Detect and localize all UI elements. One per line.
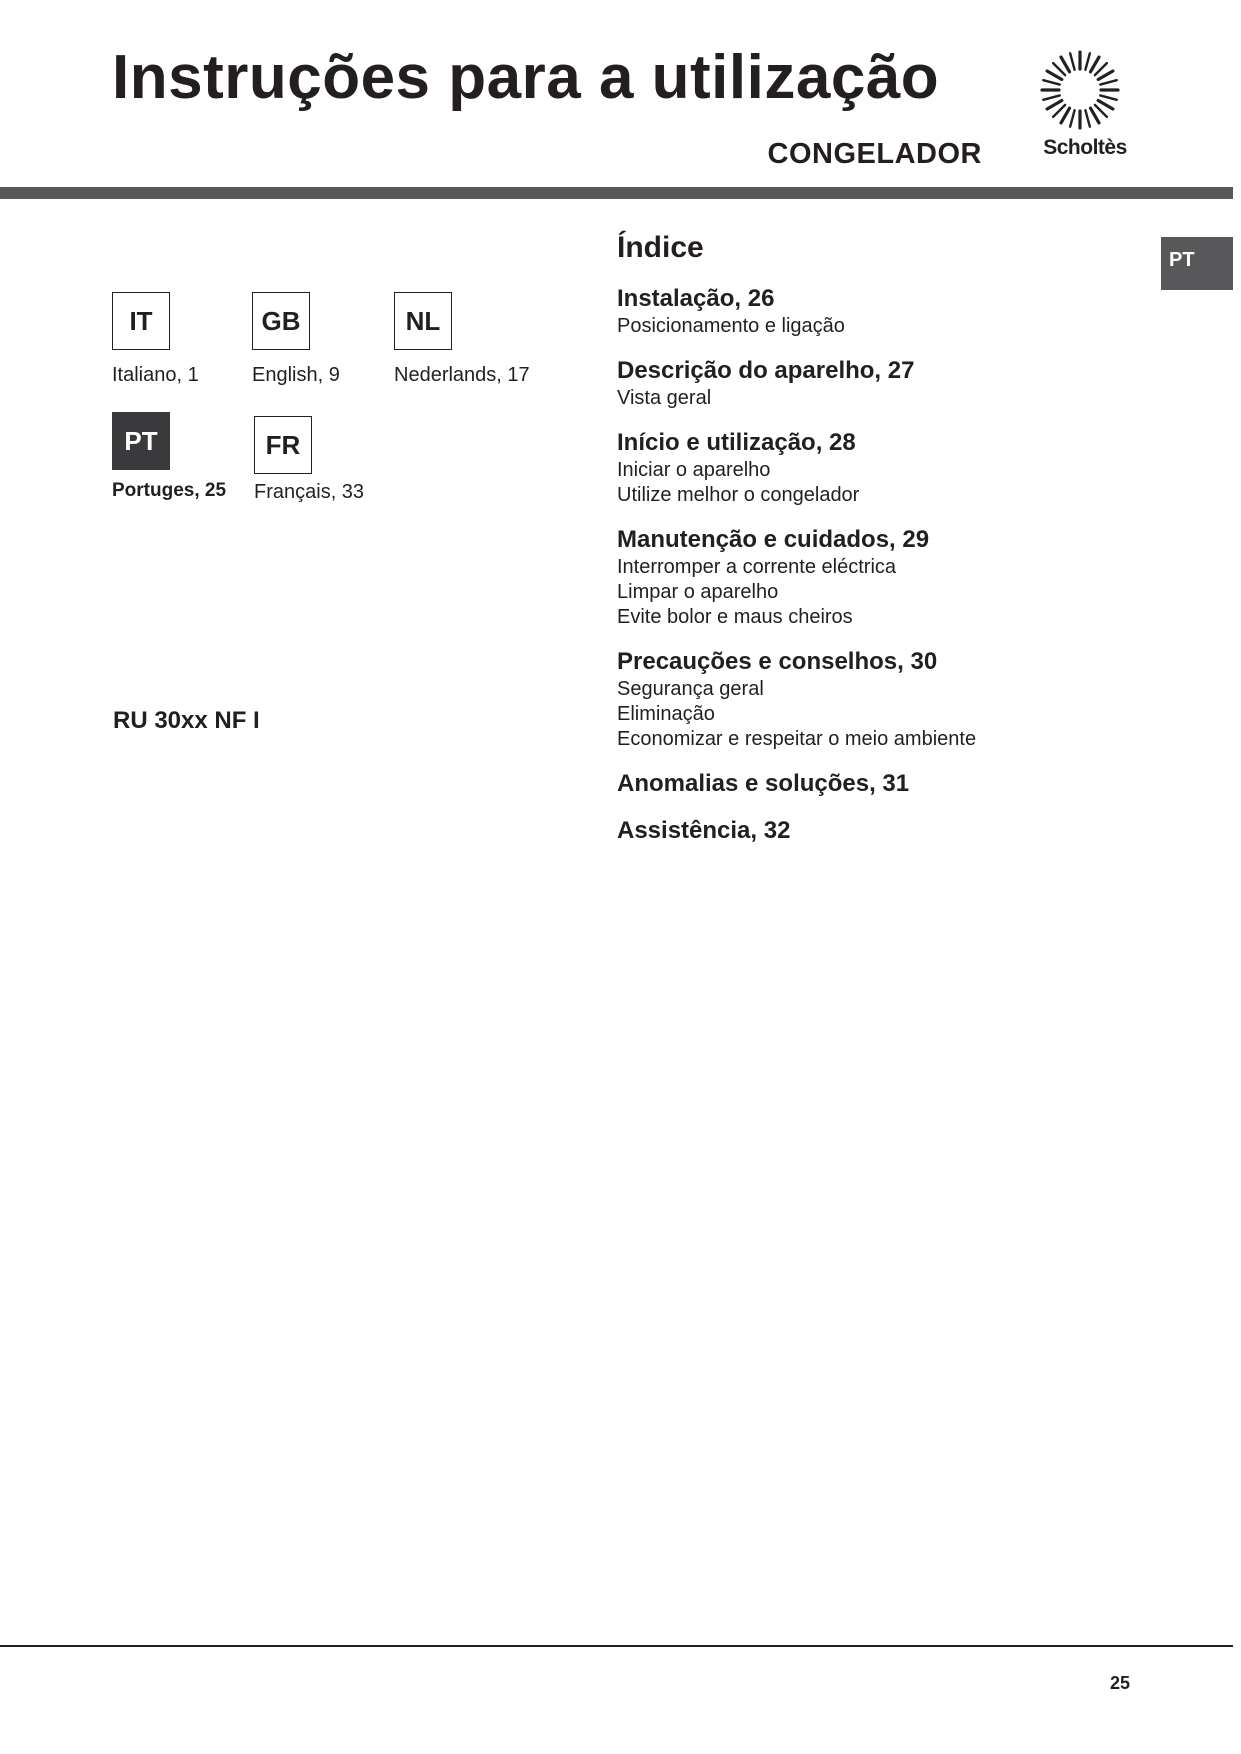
sunburst-ray [1061, 57, 1070, 72]
sunburst-ray [1061, 108, 1070, 123]
toc-entry[interactable] [617, 428, 1157, 508]
toc-entry[interactable] [617, 769, 1157, 799]
page-title: Instruções para a utilização [112, 43, 940, 112]
language-caption-pt[interactable]: Portuges, 25 [112, 480, 227, 501]
sunburst-ray [1085, 110, 1089, 126]
brand-logo-text: Scholtès [1043, 136, 1127, 159]
toc-heading[interactable]: Início e utilização, 28 [617, 429, 856, 456]
toc-heading[interactable]: Manutenção e cuidados, 29 [617, 526, 930, 553]
product-category: CONGELADOR [767, 138, 982, 170]
sunburst-ray [1053, 63, 1065, 75]
toc-subitem: Segurança geral [617, 678, 764, 700]
toc-subitem: Evite bolor e maus cheiros [617, 606, 853, 628]
language-box-fr[interactable]: FR [254, 416, 312, 474]
toc-subitem: Vista geral [617, 387, 712, 409]
language-caption-it[interactable]: Italiano, 1 [112, 364, 199, 386]
toc-subitem: Economizar e respeitar o meio ambiente [617, 728, 977, 750]
sunburst-ray [1100, 95, 1116, 99]
toc-entry[interactable] [617, 816, 1157, 846]
sunburst-ray [1091, 57, 1100, 72]
page-number: 25 [1109, 1673, 1130, 1693]
sunburst-ray [1098, 101, 1113, 110]
language-caption-gb[interactable]: English, 9 [252, 364, 340, 386]
language-caption-nl[interactable]: Nederlands, 17 [394, 364, 530, 386]
header-divider [0, 187, 1233, 199]
sunburst-ray [1047, 71, 1062, 80]
language-box-gb[interactable]: GB [252, 292, 310, 350]
toc-heading[interactable]: Precauções e conselhos, 30 [617, 648, 938, 675]
sunburst-ray [1085, 53, 1089, 69]
sunburst-ray [1100, 80, 1116, 84]
toc-subitem: Utilize melhor o congelador [617, 484, 860, 506]
model-number: RU 30xx NF I [113, 707, 260, 734]
sunburst-ray [1095, 63, 1107, 75]
sunburst-ray [1070, 53, 1074, 69]
footer-divider [0, 1645, 1233, 1647]
sunburst-ray [1043, 80, 1059, 84]
sunburst-ray [1053, 105, 1065, 117]
toc-heading[interactable]: Anomalias e soluções, 31 [617, 770, 910, 797]
brand-logo [1040, 50, 1130, 170]
toc-heading[interactable]: Assistência, 32 [617, 817, 791, 844]
toc-entry[interactable] [617, 525, 1157, 630]
sunburst-ray [1043, 95, 1059, 99]
toc-subitem: Limpar o aparelho [617, 581, 779, 603]
toc-subitem: Interromper a corrente eléctrica [617, 556, 897, 578]
toc-entry[interactable] [617, 647, 1157, 752]
toc-subitem: Eliminação [617, 703, 715, 725]
toc-entry[interactable] [617, 284, 1157, 339]
toc-heading[interactable]: Descrição do aparelho, 27 [617, 357, 915, 384]
toc-title: Índice [617, 231, 704, 264]
toc-subitem: Posicionamento e ligação [617, 315, 845, 337]
language-tab-pt[interactable]: PT [1161, 237, 1233, 290]
sunburst-ray [1047, 101, 1062, 110]
sunburst-ray [1070, 110, 1074, 126]
language-caption-fr[interactable]: Français, 33 [254, 481, 365, 503]
toc-subitem: Iniciar o aparelho [617, 459, 771, 481]
sunburst-ray [1095, 105, 1107, 117]
sunburst-logo-icon [1040, 50, 1130, 140]
toc-heading[interactable]: Instalação, 26 [617, 285, 775, 312]
sunburst-ray [1091, 108, 1100, 123]
language-box-it[interactable]: IT [112, 292, 170, 350]
language-box-pt[interactable]: PT [112, 412, 170, 470]
table-of-contents [617, 230, 1157, 863]
language-box-nl[interactable]: NL [394, 292, 452, 350]
sunburst-ray [1098, 71, 1113, 80]
toc-entry[interactable] [617, 356, 1157, 411]
